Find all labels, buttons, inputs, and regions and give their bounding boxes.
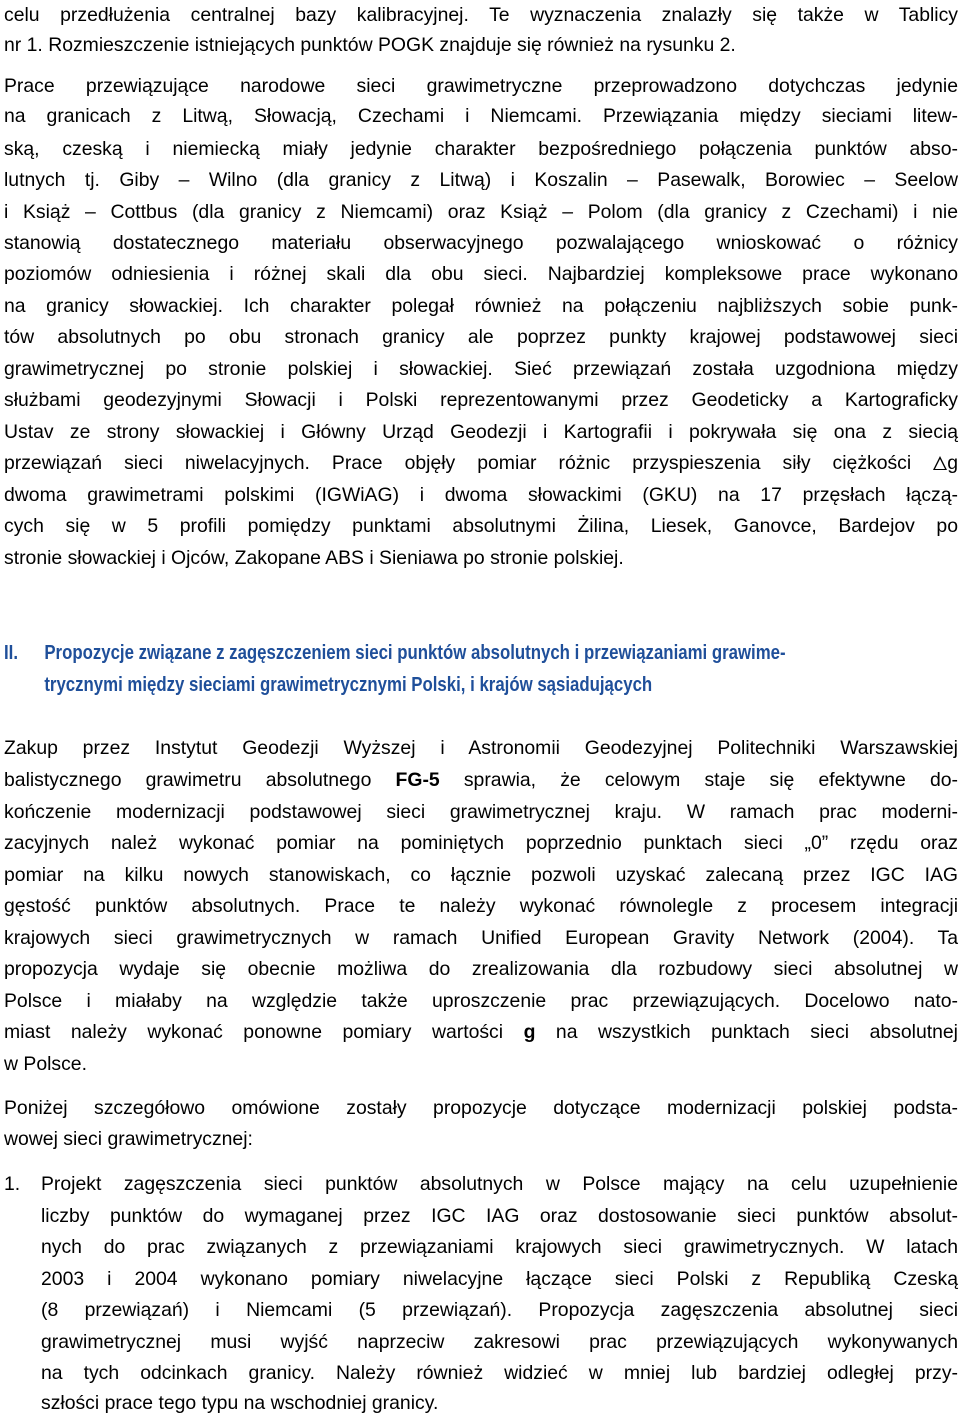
section-title-line-1: Propozycje związane z zagęszczeniem sieci punktów absolutnych i przewiązaniami grawime- xyxy=(44,642,786,664)
text-line: gęstość punktów absolutnych. Prace te należy wykonać równolegle z procesem integracji xyxy=(4,895,958,917)
list-item-line: szłości prace tego typu na wschodniej granicy. xyxy=(41,1392,439,1414)
text-line: lutnych tj. Giby – Wilno (dla granicy z Litwą) i Koszalin – Pasewalk, Borowiec – Seelow xyxy=(4,169,958,191)
list-item-line: grawimetrycznej musi wyjść naprzeciw zakresowi prac przewiązujących wykonywanych xyxy=(41,1331,958,1353)
list-item-line: liczby punktów do wymaganej przez IGC IAG oraz dostosowanie sieci punktów absolut- xyxy=(41,1205,958,1227)
text-line: grawimetrycznej po stronie polskiej i słowackiej. Sieć przewiązań została uzgodniona między xyxy=(4,358,958,380)
delta-symbol-icon xyxy=(933,456,947,470)
list-item-line: na tych odcinkach granicy. Należy również widzieć w mniej lub bardziej odległej przy- xyxy=(41,1362,958,1384)
text-line: poziomów odniesienia i różnej skali dla obu sieci. Najbardziej kompleksowe prace wykonano xyxy=(4,263,958,285)
text-line: wowej sieci grawimetrycznej: xyxy=(4,1128,253,1150)
list-item-line: nych do prac związanych z przewiązaniami krajowych sieci grawimetrycznych. W latach xyxy=(41,1236,958,1258)
text-line: pomiar na kilku nowych stanowiskach, co łącznie pozwoli uzyskać zalecaną przez IGC IAG xyxy=(4,864,958,886)
text-line: i Książ – Cottbus (dla granicy z Niemcami) oraz Książ – Polom (dla granicy z Czechami) i nie xyxy=(4,201,958,223)
text-line: Prace przewiązujące narodowe sieci grawimetryczne przeprowadzono dotychczas jedynie xyxy=(4,75,958,97)
gravity-symbol: g xyxy=(523,1021,536,1043)
text-line: celu przedłużenia centralnej bazy kalibracyjnej. Te wyznaczenia znalazły się także w Tablicy xyxy=(4,4,958,26)
list-item-number: 1. xyxy=(4,1173,21,1195)
text-line: Poniżej szczegółowo omówione zostały propozycje dotyczące modernizacji polskiej podsta- xyxy=(4,1097,958,1119)
text-line: na granicy słowackiej. Ich charakter polegał również na połączeniu najbliższych sobie punk- xyxy=(4,295,958,317)
list-item-line: 2003 i 2004 wykonano pomiary niwelacyjne łączące sieci Polski z Republiką Czeską xyxy=(41,1268,958,1290)
section-number: II. xyxy=(4,642,19,664)
text-line: stronie słowackiej i Ojców, Zakopane ABS i Sieniawa po stronie polskiej. xyxy=(4,547,624,569)
text-line: dwoma grawimetrami polskimi (IGWiAG) i dwoma słowackimi (GKU) na 17 przęsłach łączą- xyxy=(4,484,958,506)
text-line: propozycja wydaje się obecnie możliwa do zrealizowania dla rozbudowy sieci absolutnej w xyxy=(4,958,958,980)
text-line: na granicach z Litwą, Słowacją, Czechami i Niemcami. Przewiązania między sieciami litew- xyxy=(4,105,958,127)
text-line: krajowych sieci grawimetrycznych w ramach Unified European Gravity Network (2004). Ta xyxy=(4,927,958,949)
list-item-line: (8 przewiązań) i Niemcami (5 przewiązań). Propozycja zagęszczenia absolutnej sieci xyxy=(41,1299,958,1321)
text-line: tów absolutnych po obu stronach granicy ale poprzez punkty krajowej podstawowej sieci xyxy=(4,326,958,348)
text-line: Polsce i miałaby na względzie także uproszczenie prac przewiązujących. Docelowo nato- xyxy=(4,990,958,1012)
text-line xyxy=(4,765,958,795)
list-item-line: Projekt zagęszczenia sieci punktów absolutnych w Polsce mający na celu uzupełnienie xyxy=(41,1173,958,1195)
text-line: w Polsce. xyxy=(4,1053,87,1075)
text-span: przewiązań sieci niwelacyjnych. Prace objęły pomiar różnic przyspieszenia siły ciężkości xyxy=(4,452,912,474)
instrument-name: FG-5 xyxy=(395,769,440,791)
text-line-with-delta xyxy=(4,448,958,478)
gravity-symbol: g xyxy=(947,452,959,474)
text-span: miast należy wykonać ponowne pomiary wartości xyxy=(4,1021,524,1043)
section-title-line-2: trycznymi między sieciami grawimetrycznymi Polski, i krajów sąsiadujących xyxy=(44,674,653,696)
text-line: ską, czeską i niemiecką miały jedynie charakter bezpośredniego połączenia punktów abso- xyxy=(4,138,958,160)
text-line: cych się w 5 profili pomiędzy punktami absolutnymi Żilina, Liesek, Ganovce, Bardejov po xyxy=(4,515,958,537)
text-line: stanowią dostatecznego materiału obserwacyjnego pozwalającego wnioskować o różnicy xyxy=(4,232,958,254)
text-line: Zakup przez Instytut Geodezji Wyższej i Astronomii Geodezyjnej Politechniki Warszawskiej xyxy=(4,737,958,759)
text-span: na wszystkich punktach sieci absolutnej xyxy=(535,1021,958,1043)
text-line: zacyjnych należ wykonać pomiar na pominiętych poprzednio punktach sieci „0” rzędu oraz xyxy=(4,832,958,854)
text-span: sprawia, że celowym staje się efektywne do- xyxy=(439,769,958,791)
text-line: Ustav ze strony słowackiej i Główny Urząd Geodezji i Kartografii i pokrywała się ona z siecią xyxy=(4,421,958,443)
text-line: nr 1. Rozmieszczenie istniejących punktów POGK znajduje się również na rysunku 2. xyxy=(4,34,736,56)
text-line: kończenie modernizacji podstawowej sieci grawimetrycznej kraju. W ramach prac moderni- xyxy=(4,801,958,823)
text-line xyxy=(4,1017,958,1047)
text-span: balistycznego grawimetru absolutnego xyxy=(4,769,396,791)
text-line: służbami geodezyjnymi Słowacji i Polski reprezentowanymi przez Geodeticky a Kartograficky xyxy=(4,389,958,411)
